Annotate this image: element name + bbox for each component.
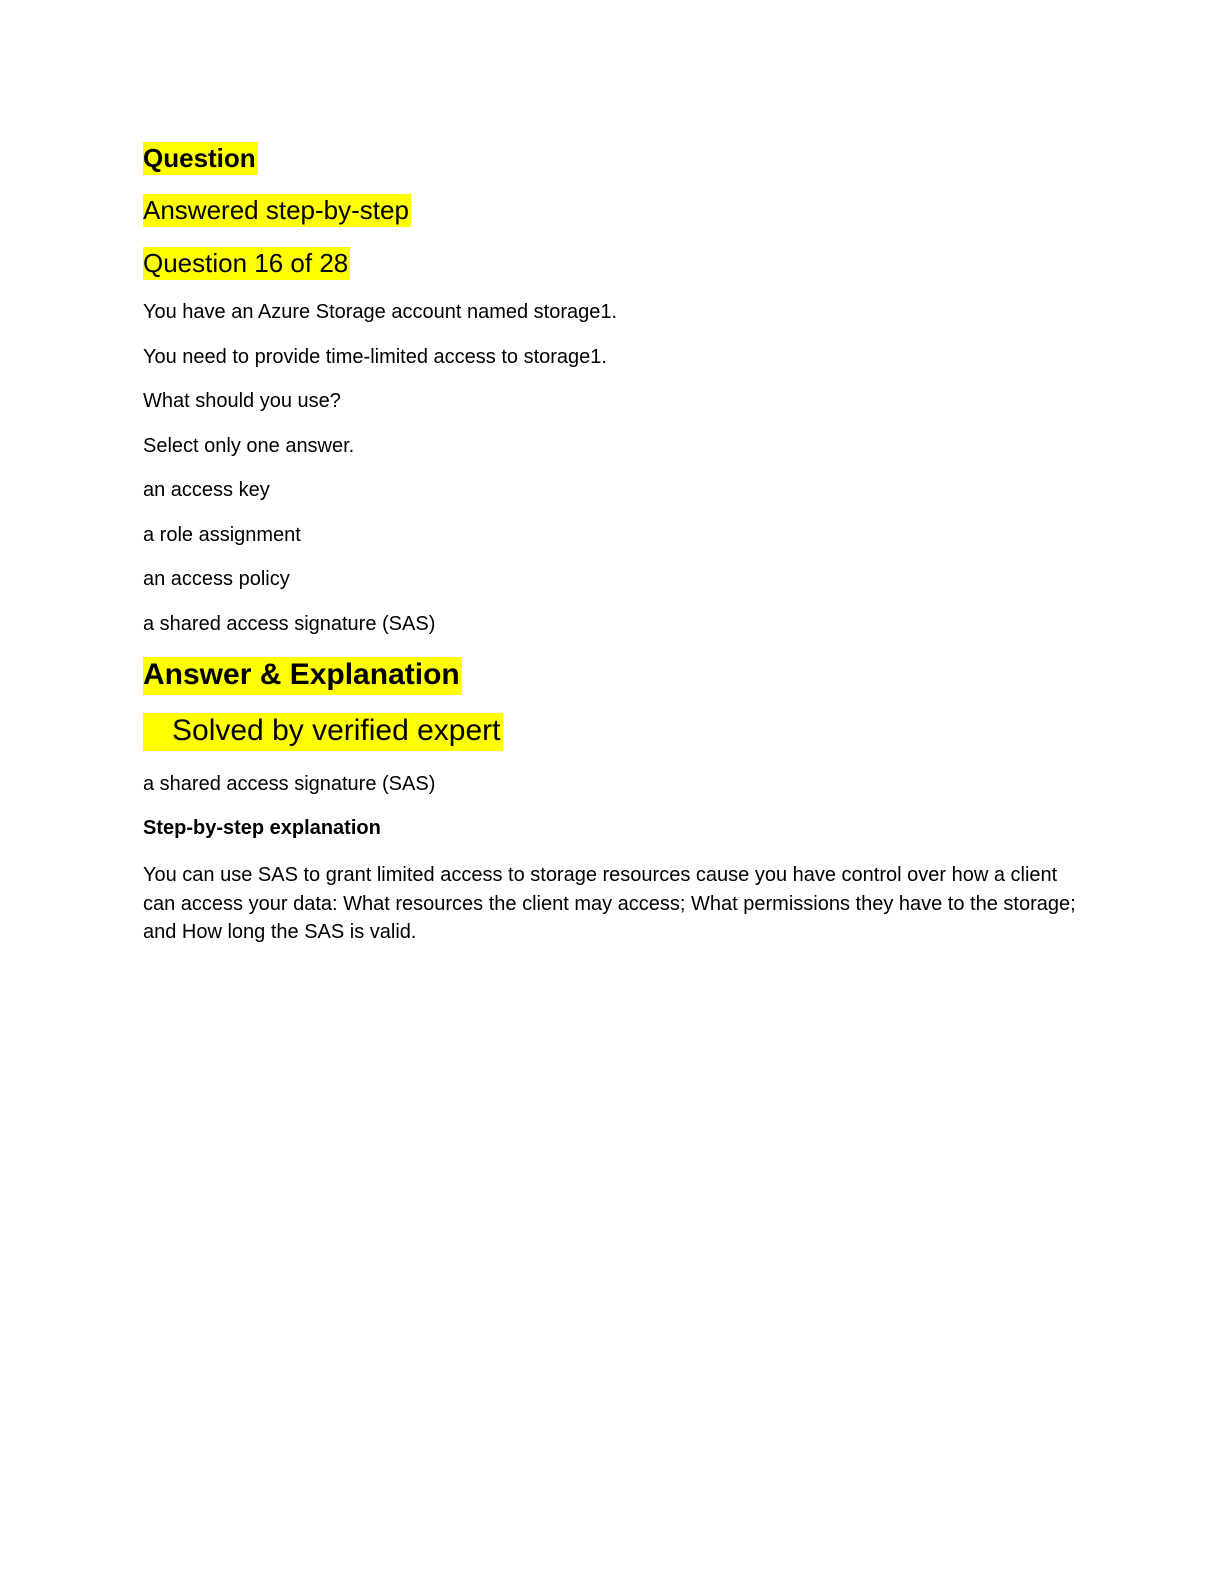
answer-option: a shared access signature (SAS) — [143, 613, 436, 635]
question-line: You need to provide time-limited access to storage1. — [143, 346, 607, 368]
selected-answer: a shared access signature (SAS) — [143, 773, 436, 795]
question-number-heading — [143, 247, 350, 280]
answered-label: Answered step-by-step — [143, 195, 409, 225]
answer-option: an access key — [143, 479, 270, 501]
question-line: You have an Azure Storage account named storage1. — [143, 301, 618, 323]
answer-explanation-label: Answer & Explanation — [143, 657, 462, 695]
answer-explanation-heading — [143, 657, 462, 695]
question-number: Question 16 of 28 — [143, 248, 349, 278]
solved-by-heading — [143, 713, 503, 751]
question-heading — [143, 142, 258, 175]
question-label: Question — [143, 143, 256, 173]
explanation-heading: Step-by-step explanation — [143, 817, 381, 839]
instruction-line: Select only one answer. — [143, 435, 355, 457]
solved-by-label: Solved by verified expert — [143, 713, 503, 751]
explanation-paragraph: You can use SAS to grant limited access to storage resources cause you have control over how a client can access your data: What resources the client may access; What permissions they have to the storage; and How long the SAS is valid. — [143, 864, 1076, 943]
question-line: What should you use? — [143, 390, 341, 412]
answer-option: an access policy — [143, 568, 290, 590]
answer-option: a role assignment — [143, 524, 301, 546]
answered-heading — [143, 194, 411, 227]
